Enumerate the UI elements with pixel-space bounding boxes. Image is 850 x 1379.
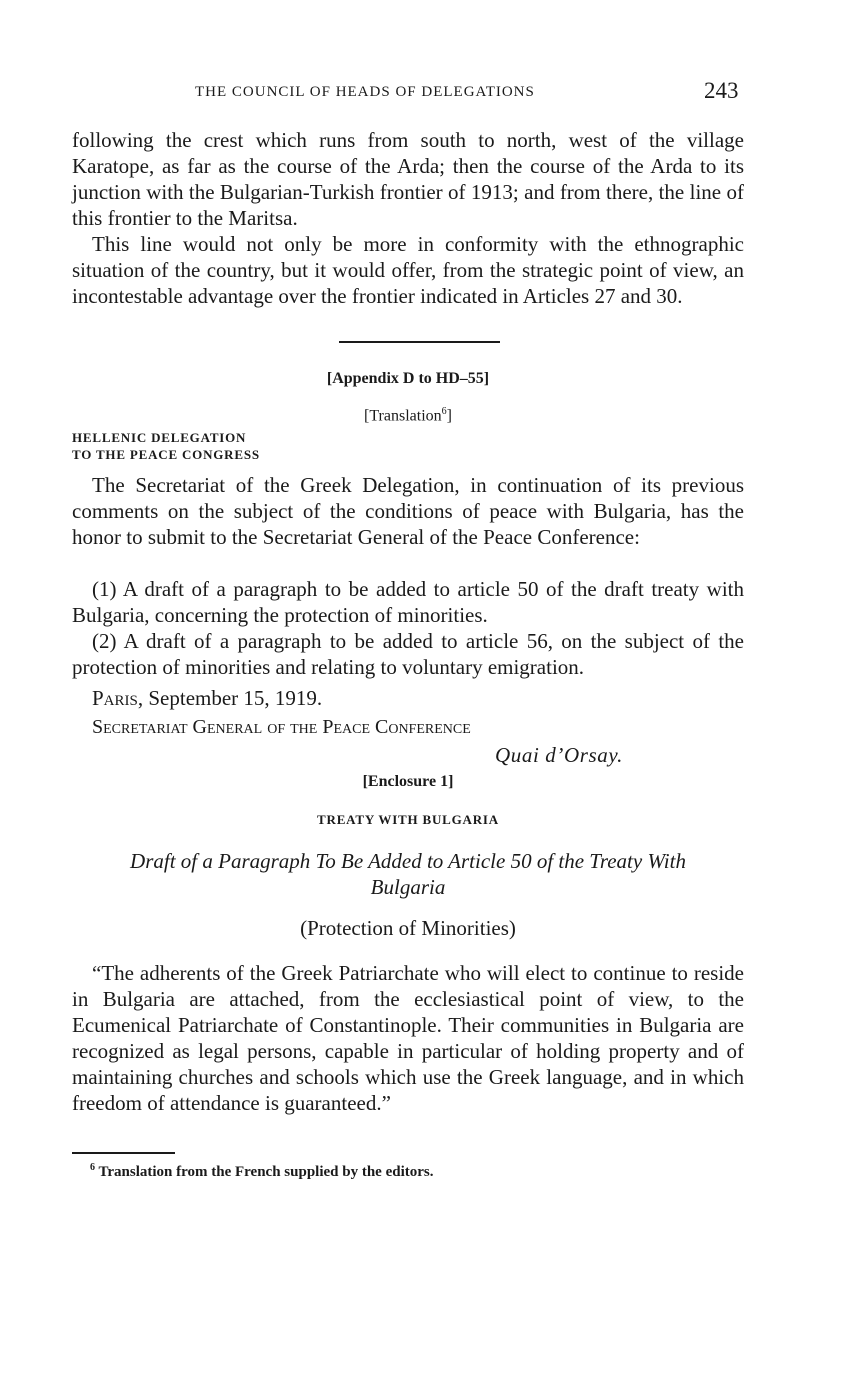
treaty-heading: TREATY WITH BULGARIA <box>317 812 499 827</box>
footnote-reference: 6 <box>441 406 447 417</box>
footnote-mark: 6 <box>90 1162 95 1173</box>
frontier-line-paragraph: This line would not only be more in conformity with the ethnographic situation of the country, but it would offer, from the strategic point of view, an incontestable advantage over the frontier indicated in Articles 27 and 30. <box>72 232 744 308</box>
draft-subtitle: (Protection of Minorities) <box>300 916 516 940</box>
translation-label <box>72 406 744 425</box>
enclosure-label: [Enclosure 1] <box>362 773 454 790</box>
page-number: 243 <box>704 78 739 103</box>
running-title: THE COUNCIL OF HEADS OF DELEGATIONS <box>195 84 535 100</box>
appendix-title: [Appendix D to HD–55] <box>326 370 490 387</box>
translation-label-text: [Translation <box>364 407 442 425</box>
draft-quote: “The adherents of the Greek Patriarchate who will elect to continue to reside in Bulgaria are attached, from the ecclesiastical point of view, to the Ecumenical Patriarchate of Constantinople. Their communities in Bulgaria are recognized as legal persons, capable in particular of holding property and of maintaining churches and schools which use the Greek language, and in which freedom of attendance is guaranteed.” <box>72 961 744 1115</box>
letter-place: Paris, <box>92 686 144 710</box>
translation-label-close: ] <box>446 407 452 425</box>
letter-address: Quai d’Orsay. <box>495 743 623 767</box>
letter-item-1: (1) A draft of a paragraph to be added to article 50 of the draft treaty with Bulgaria, concerning the protection of minorities. <box>72 577 744 627</box>
footnote <box>90 1162 434 1181</box>
letter-date: September 15, 1919. <box>148 686 323 710</box>
draft-title-line-2: Bulgaria <box>370 875 446 899</box>
section-divider <box>339 341 500 343</box>
letter-dateline <box>92 686 322 711</box>
letter-intro: The Secretariat of the Greek Delegation, in continuation of its previous comments on the subject of the conditions of peace with Bulgaria, has the honor to submit to the Secretariat General of the Peace Conference: <box>72 473 744 549</box>
letter-item-2: (2) A draft of a paragraph to be added to article 56, on the subject of the protection of minorities and relating to voluntary emigration. <box>72 629 744 679</box>
letter-addressee: Secretariat General of the Peace Conference <box>92 716 471 738</box>
sender-line-1: HELLENIC DELEGATION <box>72 430 247 445</box>
draft-title-line-1: Draft of a Paragraph To Be Added to Article 50 of the Treaty With <box>130 849 686 873</box>
footnote-text: Translation from the French supplied by the editors. <box>98 1164 434 1180</box>
footnote-rule <box>72 1152 175 1154</box>
continuation-paragraph: following the crest which runs from south to north, west of the village Karatope, as far as the course of the Arda; then the course of the Arda to its junction with the Bulgarian-Turkish frontier of 1913; and from there, the line of this frontier to the Maritsa. <box>72 128 744 230</box>
sender-line-2: TO THE PEACE CONGRESS <box>72 447 260 462</box>
